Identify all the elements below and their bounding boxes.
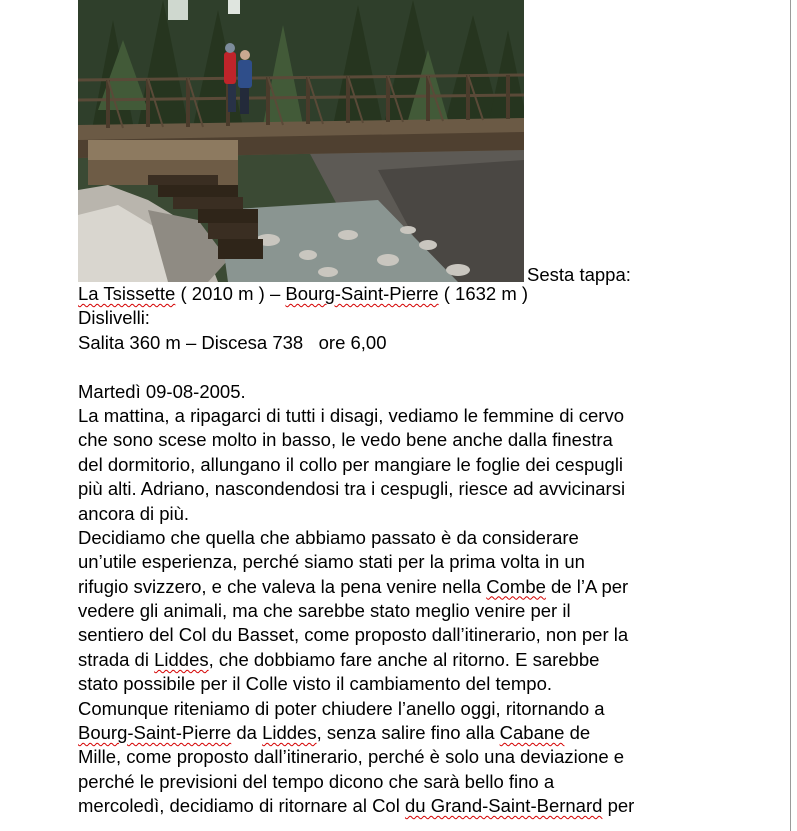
route-line — [78, 282, 778, 306]
blank-line — [78, 355, 778, 379]
place-combe: Combe — [486, 575, 546, 597]
p3-line-2-end: de — [564, 722, 591, 744]
end-place: Bourg-Saint-Pierre — [285, 283, 439, 304]
photo-line — [78, 0, 778, 285]
p2-line-1: Decidiamo che quella che abbiamo passato è da considerare — [78, 526, 579, 548]
p2-line-4: vedere gli animali, ma che sarebbe stato meglio venire per il — [78, 600, 571, 622]
place-grand-saint-bernard: du Grand-Saint-Bernard — [404, 795, 603, 817]
p2-line-3-start: rifugio svizzero, e che valeva la pena venire nella — [78, 575, 487, 597]
p2-line-3 — [78, 575, 778, 599]
end-altitude: ( 1632 m ) — [443, 283, 529, 304]
p1-line-2: che sono scese molto in basso, le vedo bene anche dalla finestra — [78, 429, 613, 451]
p3-line-2-mid: da — [231, 722, 263, 744]
p2-line-2: un’utile esperienza, perché siamo stati per la prima volta in un — [78, 551, 585, 573]
elevation-label: Dislivelli: — [78, 307, 150, 329]
p2-line-5: sentiero del Col du Basset, come proposto dall’itinerario, non per la — [78, 624, 629, 646]
p1-line-3: del dormitorio, allungano il collo per mangiare le foglie dei cespugli — [78, 453, 624, 475]
start-altitude: ( 2010 m ) — [180, 283, 265, 304]
document-body — [78, 0, 778, 819]
place-cabane: Cabane — [499, 722, 565, 744]
p3-line-4: perché le previsioni del tempo dicono che sarà bello fino a — [78, 770, 555, 792]
p3-line-5 — [78, 794, 778, 818]
place-bourg-saint-pierre: Bourg-Saint-Pierre — [78, 722, 232, 744]
p3-line-2 — [78, 721, 778, 745]
p3-line-2-mid2: , senza salire fino alla — [316, 722, 500, 744]
p3-line-5-start: mercoledì, decidiamo di ritornare al Col — [78, 795, 405, 817]
route-separator: – — [269, 283, 281, 304]
elevation-values: Salita 360 m – Discesa 738 ore 6,00 — [78, 331, 387, 353]
date-line: Martedì 09-08-2005. — [78, 380, 246, 402]
p3-line-1: Comunque riteniamo di poter chiudere l’anello oggi, ritornando a — [78, 697, 605, 719]
p1-line-1: La mattina, a ripagarci di tutti i disagi, vediamo le femmine di cervo — [78, 404, 625, 426]
place-liddes-2: Liddes — [262, 722, 317, 744]
page-right-edge — [790, 0, 791, 831]
p2-line-6-start: strada di — [78, 648, 155, 670]
p2-line-6 — [78, 648, 778, 672]
p2-line-6-end: , che dobbiamo fare anche al ritorno. E sarebbe — [208, 648, 600, 670]
p3-line-3: Mille, come proposto dall’itinerario, perché è solo una deviazione e — [78, 746, 625, 768]
p2-line-3-end: de l’A per — [545, 575, 629, 597]
place-liddes: Liddes — [154, 648, 209, 670]
start-place: La Tsissette — [78, 283, 176, 304]
p1-line-5: ancora di più. — [78, 502, 190, 524]
bridge-photo — [78, 0, 524, 282]
p1-line-4: più alti. Adriano, nascondendosi tra i cespugli, riesce ad avvicinarsi — [78, 478, 626, 500]
stage-title: Sesta tappa: — [527, 264, 631, 285]
p2-line-7: stato possibile per il Colle visto il cambiamento del tempo. — [78, 673, 553, 695]
p3-line-5-end: per — [602, 795, 635, 817]
